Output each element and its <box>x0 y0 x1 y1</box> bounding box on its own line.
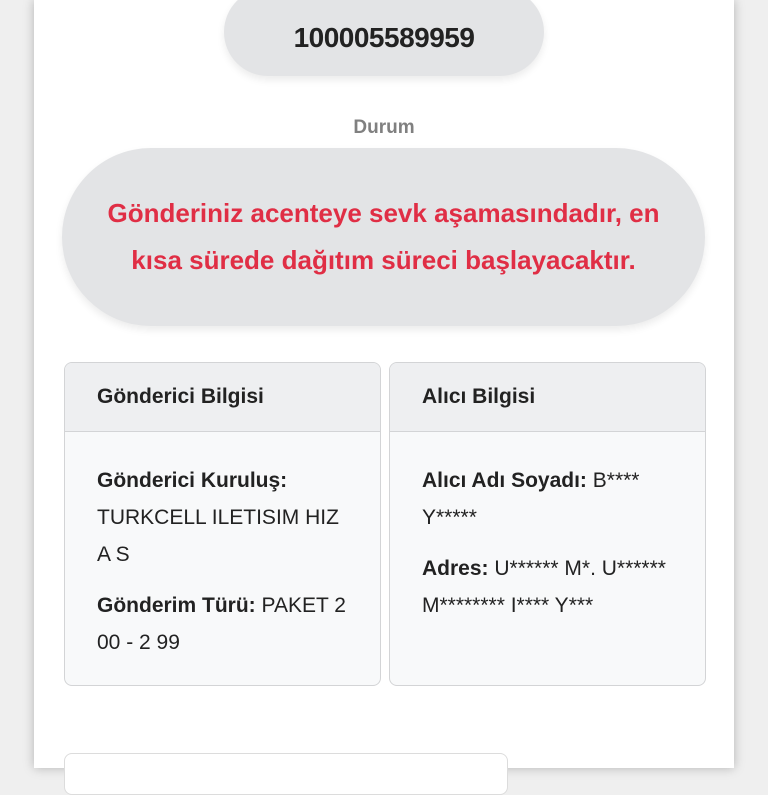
shipment-type-value: PAKET 2 00 - 2 99 <box>97 594 346 654</box>
shipment-type-label: Gönderim Türü: <box>97 594 256 617</box>
recipient-address-value: U****** M*. U****** M******** I**** Y*** <box>422 557 666 617</box>
sender-info-title: Gönderici Bilgisi <box>65 363 380 432</box>
shipment-type <box>97 587 356 661</box>
recipient-info-title: Alıcı Bilgisi <box>390 363 705 432</box>
tracking-number-badge: 100005589959 <box>224 0 544 76</box>
status-message-box <box>62 148 705 326</box>
recipient-address <box>422 550 681 624</box>
tracking-result-panel <box>34 0 734 768</box>
recipient-name <box>422 462 681 536</box>
sender-info-card <box>64 362 381 686</box>
sender-org-label: Gönderici Kuruluş: <box>97 469 288 492</box>
next-section-card <box>64 753 508 795</box>
recipient-info-card <box>389 362 706 686</box>
sender-org-value: TURKCELL ILETISIM HIZ A S <box>97 506 339 566</box>
recipient-name-label: Alıcı Adı Soyadı: <box>422 469 587 492</box>
recipient-address-label: Adres: <box>422 557 489 580</box>
recipient-name-value: B**** Y***** <box>422 469 640 529</box>
sender-org <box>97 462 356 573</box>
status-message: Gönderiniz acenteye sevk aşamasındadır, en kısa sürede dağıtım süreci başlayacaktır. <box>107 198 660 275</box>
status-label: Durum <box>353 117 415 138</box>
